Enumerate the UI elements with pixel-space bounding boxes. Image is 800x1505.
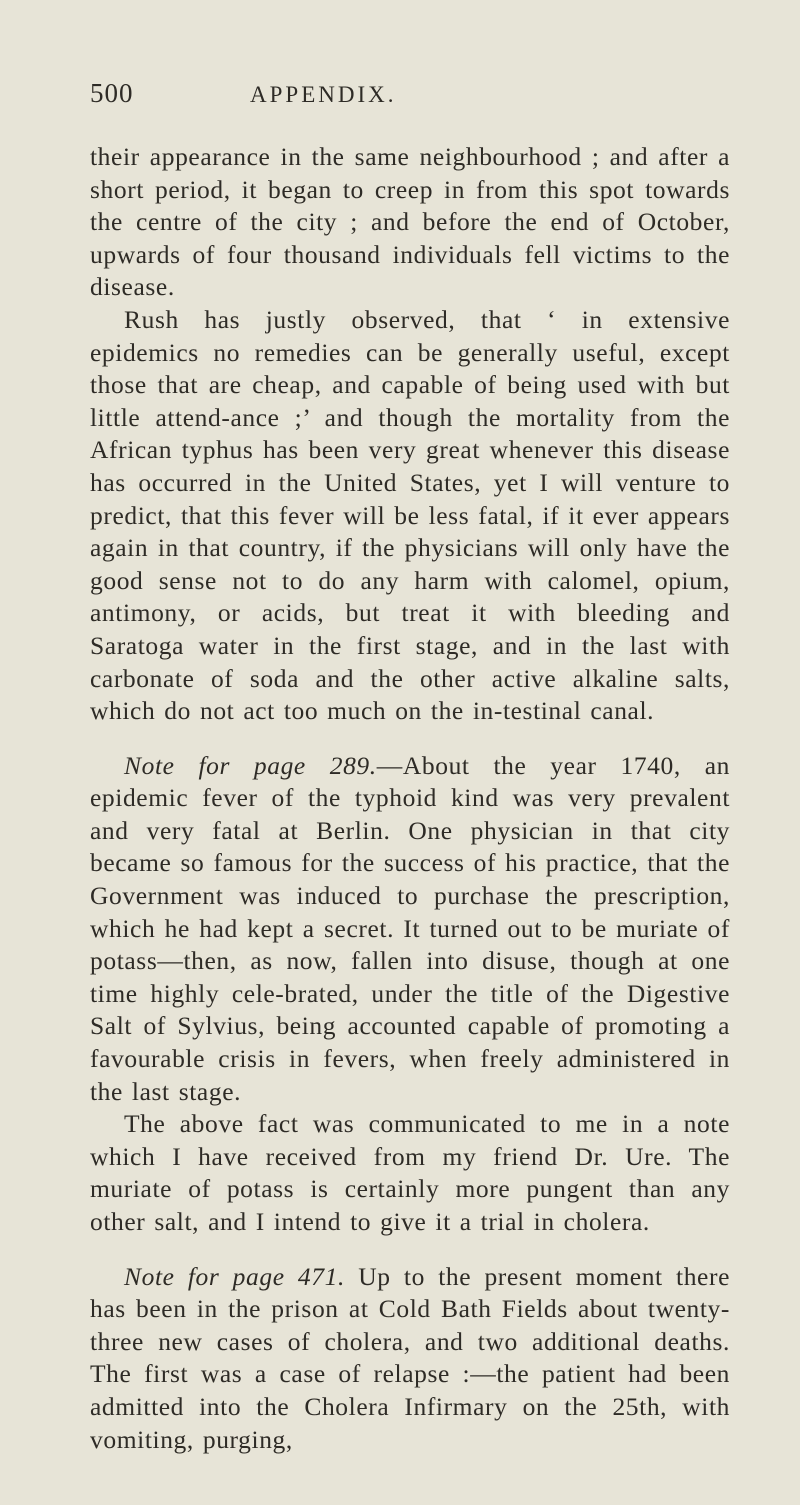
running-head-title: APPENDIX. (250, 82, 397, 107)
paragraph-3 (90, 750, 730, 1109)
paragraph-4-text: The above fact was communicated to me in a note which I have received from my friend Dr. Ure. The muriate of potass is certainly more pungent than any other salt, and I intend to give it a trial in cholera. (90, 1109, 730, 1236)
paragraph-5 (90, 1261, 730, 1457)
paragraph-2-text: Rush has justly observed, that ‘ in extensive epidemics no remedies can be generally useful, except those that are cheap, and capable of being used with but little attend-ance ;’ and though the mortality from the African typhus has been very great whenever this disease has occurred in the United States, yet I will venture to predict, that this fever will be less fatal, if it ever appears again in that country, if the physicians will only have the good sense not to do any harm with calomel, opium, antimony, or acids, but treat it with bleeding and Saratoga water in the first stage, and in the last with carbonate of soda and the other active alkaline salts, which do not act too much on the in-testinal canal. (90, 304, 730, 726)
paragraph-2 (90, 304, 730, 728)
paragraph-1-text: their appearance in the same neighbourhood ; and after a short period, it began to creep in from this spot towards the centre of the city ; and before the end of October, upwards of four thousand individuals fell victims to the disease. (90, 142, 730, 302)
paragraph-3-text: —About the year 1740, an epidemic fever of the typhoid kind was very prevalent and very fatal at Berlin. One physician in that city became so famous for the success of his practice, that the Government was induced to purchase the prescription, which he had kept a secret. It turned out to be muriate of potass—then, as now, fallen into disuse, though at one time highly cele-brated, under the title of the Digestive Salt of Sylvius, being accounted capable of promoting a favourable crisis in fevers, when freely administered in the last stage. (90, 750, 730, 1106)
body-text (90, 141, 730, 1456)
note-reference-471: Note for page 471. (124, 1261, 345, 1291)
running-head (90, 78, 730, 118)
paragraph-5-text: Up to the present moment there has been in the prison at Cold Bath Fields about twenty-three new cases of cholera, and two additional deaths. The first was a case of relapse :—the patient had been admitted into the Cholera Infirmary on the 25th, with vomiting, purging, (90, 1261, 730, 1454)
paragraph-1 (90, 141, 730, 304)
page-number: 500 (90, 78, 134, 108)
paragraph-4 (90, 1108, 730, 1238)
note-reference-289: Note for page 289. (124, 750, 377, 780)
